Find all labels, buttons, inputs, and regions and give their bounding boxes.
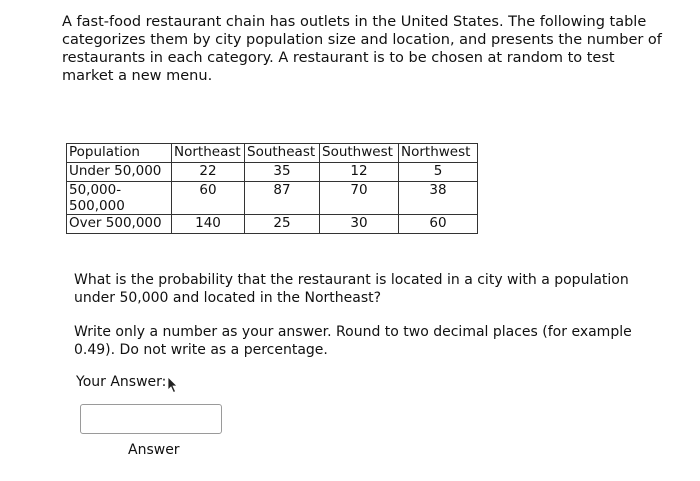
restaurant-table [66, 143, 478, 234]
table-cell: 12 [320, 163, 399, 182]
header-northeast: Northeast [172, 144, 245, 163]
table-cell: 22 [172, 163, 245, 182]
table-cell: 5 [399, 163, 478, 182]
table-cell: 35 [245, 163, 320, 182]
answer-input[interactable] [80, 404, 222, 434]
row-label: Over 500,000 [67, 215, 172, 234]
answer-caption: Answer [128, 442, 180, 458]
table-cell: 30 [320, 215, 399, 234]
table-row [67, 163, 478, 182]
mouse-pointer-icon [167, 376, 179, 394]
row-label: Under 50,000 [67, 163, 172, 182]
table-cell: 140 [172, 215, 245, 234]
table-cell: 60 [172, 182, 245, 215]
header-southeast: Southeast [245, 144, 320, 163]
problem-intro: A fast-food restaurant chain has outlets in the United States. The following table categorizes them by city population size and location, and presents the number of restaurants in each category. A restaurant is to be chosen at random to test market a new menu. [62, 14, 662, 84]
table-cell: 38 [399, 182, 478, 215]
header-southwest: Southwest [320, 144, 399, 163]
header-population: Population [67, 144, 172, 163]
instruction-text: Write only a number as your answer. Round to two decimal places (for example 0.49). Do not write as a percentage. [74, 324, 632, 358]
your-answer-label: Your Answer: [76, 374, 167, 390]
table-row [67, 182, 478, 215]
table-header-row [67, 144, 478, 163]
table-row [67, 215, 478, 234]
table-cell: 70 [320, 182, 399, 215]
table-cell: 60 [399, 215, 478, 234]
table-cell: 25 [245, 215, 320, 234]
table-cell: 87 [245, 182, 320, 215]
row-label: 50,000- 500,000 [67, 182, 172, 215]
question-text: What is the probability that the restaurant is located in a city with a population under 50,000 and located in the Northeast? [74, 272, 629, 306]
header-northwest: Northwest [399, 144, 478, 163]
